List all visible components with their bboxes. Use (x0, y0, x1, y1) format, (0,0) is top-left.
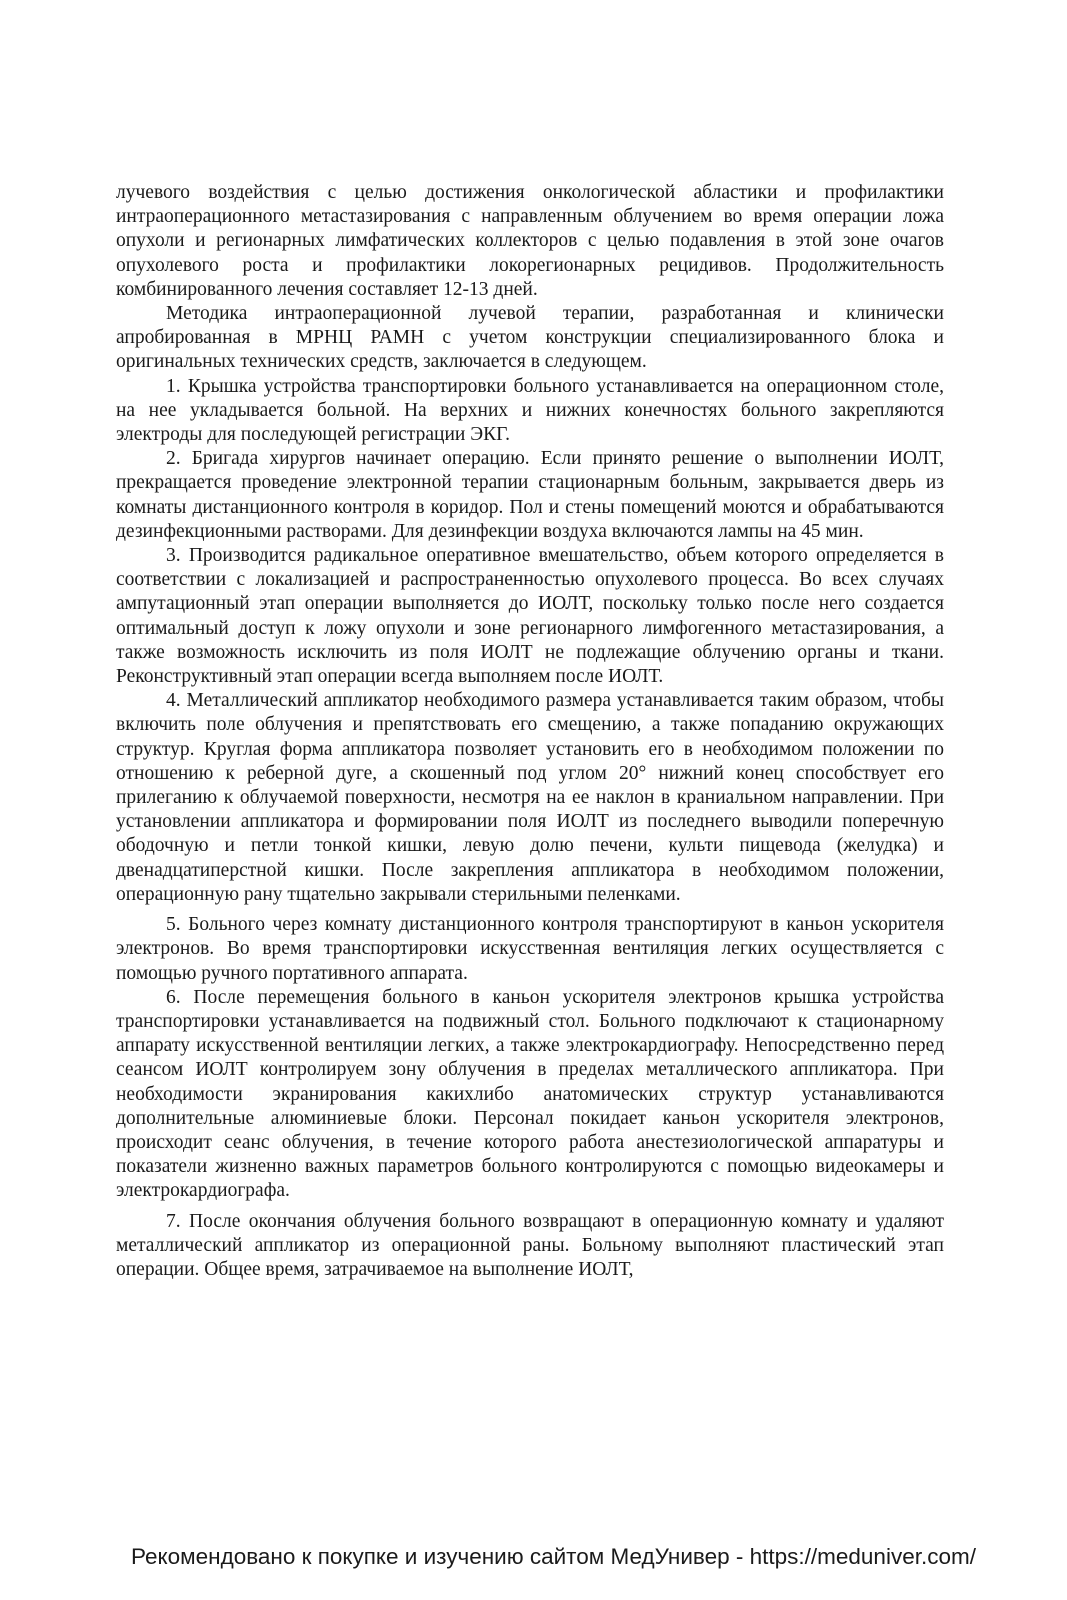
paragraph-method-intro: Методика интраоперационной лучевой терапии, разработанная и клинически апробированная в МРНЦ РАМН с учетом конструкции специализированного блока и оригинальных технических средств, заключается в следующем. (116, 303, 944, 373)
body-text (116, 181, 944, 1282)
footer-watermark (0, 1537, 1067, 1577)
paragraph-step-2: 2. Бригада хирургов начинает операцию. Если принято решение о выполнении ИОЛТ, прекращается проведение электронной терапии стационарным больным, закрывается дверь из комнаты дистанционного контроля в коридор. Пол и стены помещений моются и обрабатываются дезинфекционными растворами. Для дезинфекции воздуха включаются лампы на 45 мин. (116, 448, 944, 542)
paragraph-step-3: 3. Производится радикальное оперативное вмешательство, объем которого определяется в соответствии с локализацией и распространенностью опухолевого процесса. Во всех случаях ампутационный этап операции выполняется до ИОЛТ, поскольку только после него создается оптимальный доступ к ложу опухоли и зоне регионарного лимфогенного метастазирования, а также возможность исключить из поля ИОЛТ не подлежащие облучению органы и ткани. Реконструктивный этап операции всегда выполняем после ИОЛТ. (116, 545, 944, 688)
footer-text: Рекомендовано к покупке и изучению сайтом МедУнивер - https://meduniver.com/ (131, 1544, 976, 1569)
paragraph-step-4: 4. Металлический аппликатор необходимого размера устанавливается таким образом, чтобы включить поле облучения и препятствовать его смещению, а также попаданию окружающих структур. Круглая форма аппликатора позволяет установить его в необходимом положении по отношению к реберной дуге, а скошенный под углом 20° нижний конец способствует его прилеганию к облучаемой поверхности, несмотря на ее наклон в краниальном направлении. При установлении аппликатора и формировании поля ИОЛТ из последнего выводили поперечную ободочную и петли тонкой кишки, левую долю печени, культи пищевода (желудка) и двенадцатиперстной кишки. После закрепления аппликатора в необходимом положении, операционную рану тщательно закрывали стерильными пеленками. (116, 690, 944, 905)
paragraph-continuation: лучевого воздействия с целью достижения онкологической абластики и профилактики интраоперационного метастазирования с направленным облучением во время операции ложа опухоли и регионарных лимфатических коллекторов с целью подавления в этой зоне очагов опухолевого роста и профилактики локорегионарных рецидивов. Продолжительность комбинированного лечения составляет 12-13 дней. (116, 182, 944, 300)
paragraph-step-1: 1. Крышка устройства транспортировки больного устанавливается на операционном столе, на нее укладывается больной. На верхних и нижних конечностях больного закрепляются электроды для последующей регистрации ЭКГ. (116, 375, 944, 446)
paragraph-step-5: 5. Больного через комнату дистанционного контроля транспортируют в каньон ускорителя электронов. Во время транспортировки искусственная вентиляция легких осуществляется с помощью ручного портативного аппарата. (116, 914, 944, 984)
paragraph-step-7: 7. После окончания облучения больного возвращают в операционную комнату и удаляют металлический аппликатор из операционной раны. Больному выполняют пластический этап операции. Общее время, затрачиваемое на выполнение ИОЛТ, (116, 1210, 944, 1280)
paragraph-step-6: 6. После перемещения больного в каньон ускорителя электронов крышка устройства транспортировки устанавливается на подвижный стол. Больного подключают к стационарному аппарату искусственной вентиляции легких, а также электрокардиографу. Непосредственно перед сеансом ИОЛТ контролируем зону облучения в пределах металлического аппликатора. При необходимости экранирования какихлибо анатомических структур устанавливаются дополнительные алюминиевые блоки. Персонал покидает каньон ускорителя электронов, происходит сеанс облучения, в течение которого работа анестезиологической аппаратуры и показатели жизненно важных параметров больного контролируются с помощью видеокамеры и электрокардиографа. (116, 986, 944, 1202)
